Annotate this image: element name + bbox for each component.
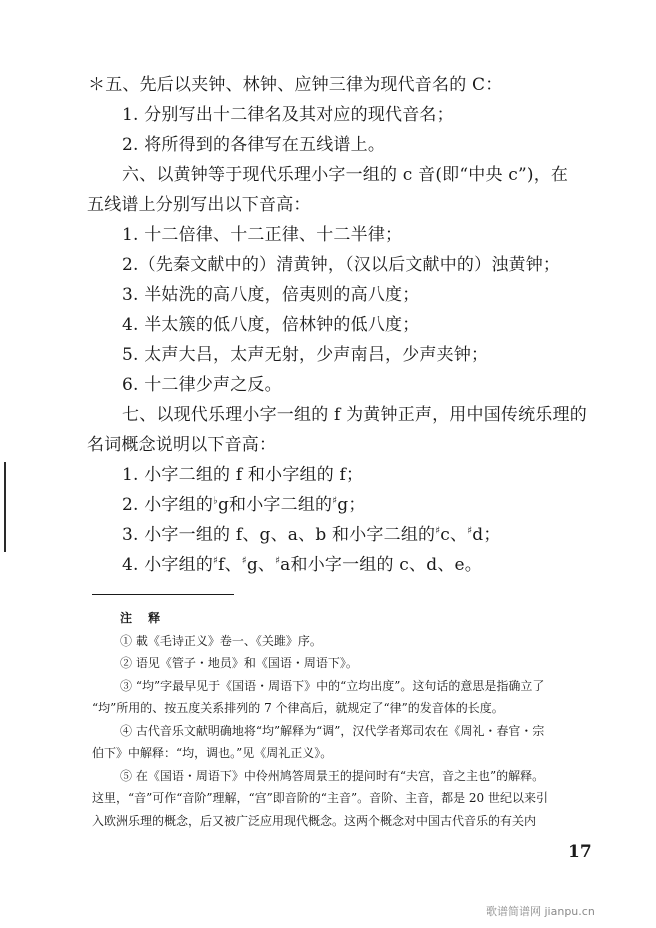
text-span: g、 xyxy=(246,555,276,575)
exercise-7-item-4 xyxy=(88,550,608,580)
footnote-rule xyxy=(92,594,234,595)
exercise-7-heading-cont: 名词概念说明以下音高： xyxy=(87,435,277,455)
page-number: 17 xyxy=(568,842,592,862)
footnote-3: ③ “均”字最早见于《国语・周语下》中的“立均出度”。这句话的意思是指确立了 xyxy=(120,678,545,693)
exercise-5-item-2: 2. 将所得到的各律写在五线谱上。 xyxy=(122,135,386,155)
page-edge-mark xyxy=(4,462,6,552)
text-span: g和小字二组的 xyxy=(217,495,333,515)
exercise-7-heading: 七、以现代乐理小字一组的 f 为黄钟正声，用中国传统乐理的 xyxy=(122,405,587,425)
exercise-7-item-1: 1. 小字二组的 f 和小字组的 f； xyxy=(122,465,364,485)
text-span: g； xyxy=(337,495,366,515)
exercise-5-heading: ＊五、先后以夹钟、林钟、应钟三律为现代音名的 C： xyxy=(88,75,503,95)
footnotes xyxy=(92,607,612,832)
text-span: 3. 小字一组的 f、g、a、b 和小字二组的 xyxy=(122,525,436,545)
sharp-sign: ♯ xyxy=(241,555,247,567)
exercise-7-item-3 xyxy=(88,520,608,550)
text-span: d； xyxy=(472,525,501,545)
footnote-1: ① 載《毛诗正义》卷一、《关雎》序。 xyxy=(120,633,322,648)
footnote-3-cont: “均”所用的、按五度关系排列的 7 个律高后，就规定了“律”的发音体的长度。 xyxy=(92,701,504,715)
text-span: c、 xyxy=(440,525,468,545)
exercise-6-item-5: 5. 太声大吕，太声无射，少声南吕，少声夹钟； xyxy=(122,345,489,365)
exercise-6-heading-cont: 五线谱上分别写出以下音高： xyxy=(87,195,311,215)
footnote-4-cont: 伯下》中解释：“均，调也。”见《周礼正义》。 xyxy=(92,746,333,760)
text-span: a和小字一组的 c、d、e。 xyxy=(280,555,482,575)
exercise-6-item-4: 4. 半太簇的低八度，倍林钟的低八度； xyxy=(122,315,420,335)
exercise-6-item-1: 1. 十二倍律、十二正律、十二半律； xyxy=(122,225,403,245)
exercise-6-item-3: 3. 半姑洗的高八度，倍夷则的高八度； xyxy=(122,285,420,305)
exercise-7-item-2 xyxy=(88,490,608,520)
footnotes-title: 注 释 xyxy=(120,611,167,625)
footnote-5-cont: 这里，“音”可作“音阶”理解，“宫”即音阶的“主音”。音阶、主音，都是 20 世纪以来引 xyxy=(92,791,548,805)
footnote-4: ④ 古代音乐文献明确地将“均”解释为“调”，汉代学者郑司农在《周礼・春官・宗 xyxy=(120,723,545,738)
sharp-sign: ♯ xyxy=(467,525,473,537)
exercise-5-item-1: 1. 分别写出十二律名及其对应的现代音名； xyxy=(122,105,454,125)
site-watermark: 歌谱简谱网 jianpu.cn xyxy=(486,905,595,918)
sharp-sign: ♯ xyxy=(435,525,441,537)
main-text xyxy=(88,70,608,580)
flat-sign: ♭ xyxy=(213,495,218,507)
text-span: f、 xyxy=(218,555,242,575)
exercise-6-item-2: 2.（先秦文献中的）清黄钟，（汉以后文献中的）浊黄钟； xyxy=(122,255,561,275)
footnote-2: ② 语见《管子・地员》和《国语・周语下》。 xyxy=(120,656,358,670)
sharp-sign: ♯ xyxy=(213,555,219,567)
footnote-5: ⑤ 在《国语・周语下》中伶州鸠答周景王的提问时有“夫宫，音之主也”的解释。 xyxy=(120,768,545,783)
sharp-sign: ♯ xyxy=(332,495,338,507)
exercise-6-item-6: 6. 十二律少声之反。 xyxy=(122,375,282,395)
sharp-sign: ♯ xyxy=(275,555,281,567)
exercise-6-heading: 六、以黄钟等于现代乐理小字一组的 c 音(即“中央 c”)，在 xyxy=(122,165,569,185)
text-span: 4. 小字组的 xyxy=(122,555,214,575)
footnote-5-cont-2: 入欧洲乐理的概念，后又被广泛应用现代概念。这两个概念对中国古代音乐的有关内 xyxy=(92,813,537,828)
text-span: 2. 小字组的 xyxy=(122,495,214,515)
